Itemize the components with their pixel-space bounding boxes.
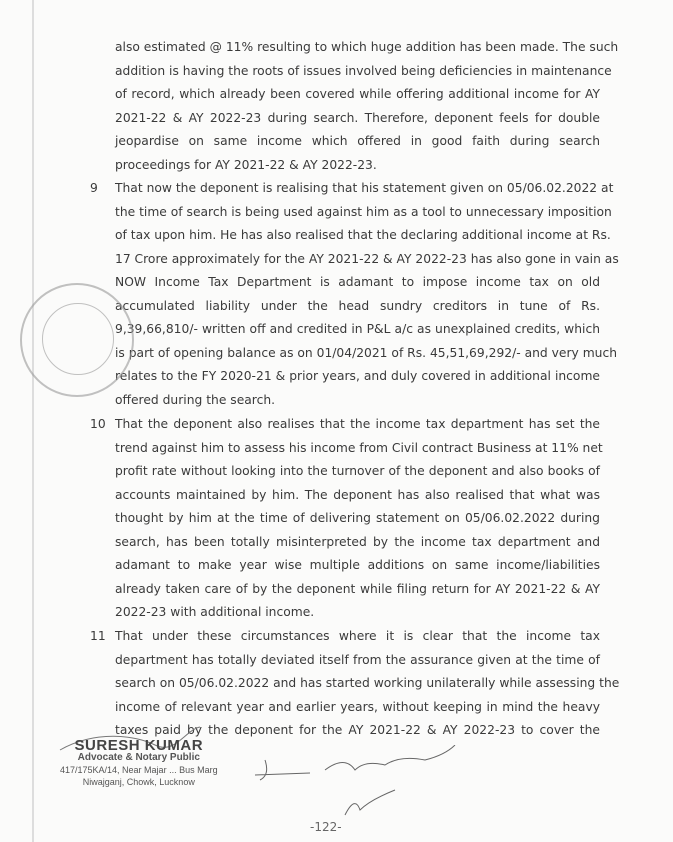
text-line: proceedings for AY 2021-22 & AY 2022-23. <box>115 157 377 172</box>
scan-edge <box>32 0 34 842</box>
text-line: trend against him to assess his income from Civil contract Business at 11% net <box>115 440 603 455</box>
deponent-signature <box>250 745 480 825</box>
text-line: relates to the FY 2020-21 & prior years, and duly covered in additional income <box>115 369 600 383</box>
text-line: the time of search is being used against him as a tool to unnecessary imposition <box>115 204 612 219</box>
text-line: also estimated @ 11% resulting to which huge addition has been made. The such <box>115 40 619 54</box>
paragraph <box>115 36 619 177</box>
page-number: -122- <box>310 820 342 834</box>
text-line: 2022-23 with additional income. <box>115 605 315 619</box>
text-line: profit rate without looking into the turnover of the deponent and also books of <box>115 464 600 478</box>
text-line: That the deponent also realises that the income tax department has set the <box>115 417 600 431</box>
text-line: thought by him at the time of delivering statement on 05/06.02.2022 during <box>115 511 600 525</box>
text-line: offered during the search. <box>115 392 276 407</box>
text-line: income of relevant year and earlier years, without keeping in mind the heavy <box>115 699 600 714</box>
text-line: That under these circumstances where it is clear that the income tax <box>115 629 600 643</box>
paragraph-number: 11 <box>90 629 106 643</box>
paragraph <box>90 177 619 412</box>
text-line: NOW Income Tax Department is adamant to impose income tax on old <box>115 275 600 289</box>
notary-stamp-block: SURESH KUMAR Advocate & Notary Public 417/175KA/14, Near Majar ... Bus Marg Niwajganj, Chowk, Lucknow <box>60 737 218 787</box>
notary-seal <box>20 283 134 397</box>
text-line: That now the deponent is realising that his statement given on 05/06.02.2022 at <box>115 181 614 195</box>
text-line: search on 05/06.02.2022 and has started working unilaterally while assessing the <box>115 676 620 690</box>
text-line: department has totally deviated itself from the assurance given at the time of <box>115 652 600 667</box>
text-line: accounts maintained by him. The deponent has also realised that what was <box>115 487 600 502</box>
text-line: is part of opening balance as on 01/04/2021 of Rs. 45,51,69,292/- and very much <box>115 345 618 360</box>
text-line: accumulated liability under the head sundry creditors in tune of Rs. <box>115 298 600 313</box>
paragraph <box>90 413 603 625</box>
text-line: taxes paid by the deponent for the AY 2021-22 & AY 2022-23 to cover the <box>115 723 600 737</box>
text-line: search, has been totally misinterpreted by the income tax department and <box>115 534 600 549</box>
text-line: 17 Crore approximately for the AY 2021-22 & AY 2022-23 has also gone in vain as <box>115 251 619 266</box>
text-line: of tax upon him. He has also realised that the declaring additional income at Rs. <box>115 228 611 242</box>
text-line: jeopardise on same income which offered in good faith during search <box>115 134 600 148</box>
paragraph-number: 10 <box>90 417 106 431</box>
text-line: 2021-22 & AY 2022-23 during search. Therefore, deponent feels for double <box>115 110 600 125</box>
paragraph-number: 9 <box>90 181 98 195</box>
text-line: 9,39,66,810/- written off and credited in P&L a/c as unexplained credits, which <box>115 322 600 336</box>
text-line: adamant to make year wise multiple additions on same income/liabilities <box>115 558 600 572</box>
text-line: already taken care of by the deponent while filing return for AY 2021-22 & AY <box>115 581 600 596</box>
text-line: of record, which already been covered while offering additional income for AY <box>115 87 600 101</box>
text-line: addition is having the roots of issues involved being deficiencies in maintenance <box>115 63 612 78</box>
